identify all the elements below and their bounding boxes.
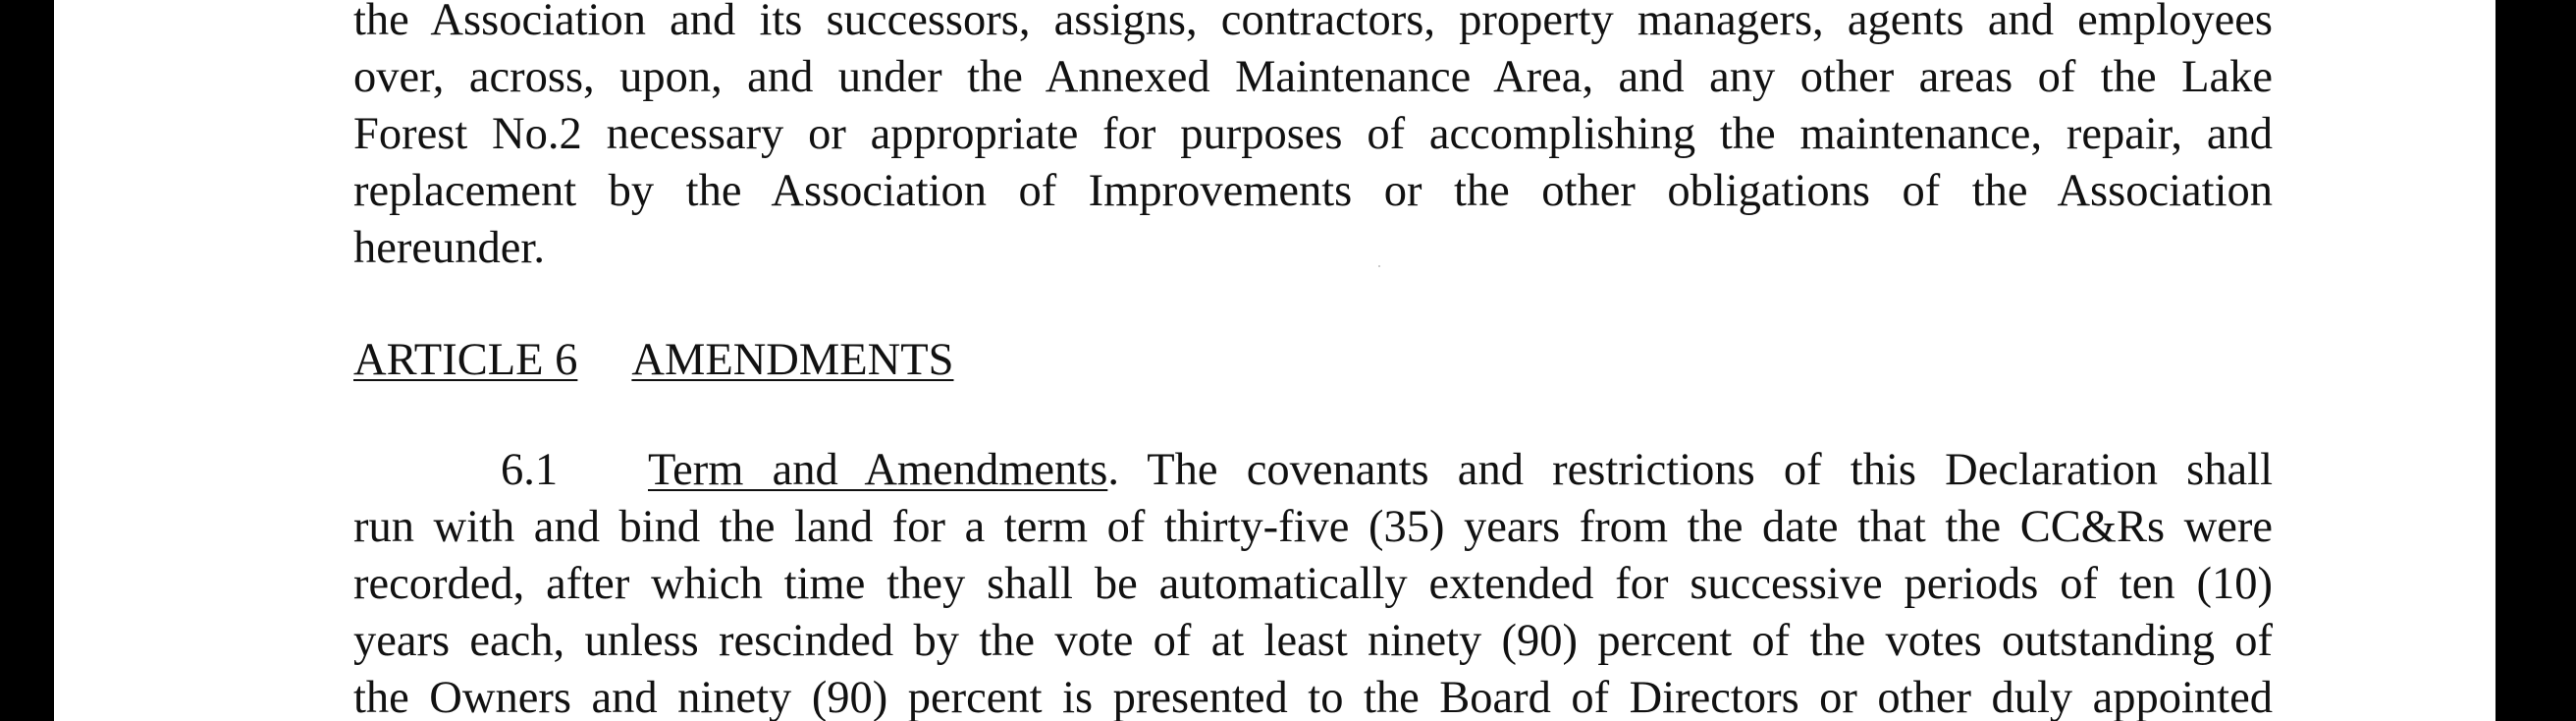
text-line: recorded, after which time they shall be automatically extended for successive periods of ten (10): [353, 559, 2273, 609]
text-line: run with and bind the land for a term of thirty-five (35) years from the date that the CC&Rs were: [353, 502, 2273, 552]
paragraph-top: [353, 0, 2273, 277]
text-line: over, across, upon, and under the Annexed Maintenance Area, and any other areas of the Lake: [353, 52, 2273, 102]
document-page: [54, 0, 2496, 721]
section-number: 6.1: [501, 445, 559, 495]
text-line: years each, unless rescinded by the vote of at least ninety (90) percent of the votes outstanding of: [353, 616, 2273, 666]
section-first-line-text: . The covenants and restrictions of this Declaration shall: [1107, 445, 2273, 495]
text-line: hereunder.: [353, 223, 545, 273]
section-first-line: [353, 442, 2273, 499]
article-heading: [353, 332, 953, 389]
section-6-1: [353, 442, 2273, 721]
text-line: the Owners and ninety (90) percent is presented to the Board of Directors or other duly appointed: [353, 673, 2273, 721]
text-line: the Association and its successors, assigns, contractors, property managers, agents and employees: [353, 0, 2273, 45]
scan-speck: [1378, 265, 1380, 267]
article-title: AMENDMENTS: [631, 335, 954, 385]
section-title: Term and Amendments: [648, 445, 1108, 495]
text-line: replacement by the Association of Improvements or the other obligations of the Association: [353, 166, 2273, 216]
article-number: ARTICLE 6: [353, 335, 578, 385]
text-line: Forest No.2 necessary or appropriate for purposes of accomplishing the maintenance, repair, and: [353, 109, 2273, 159]
